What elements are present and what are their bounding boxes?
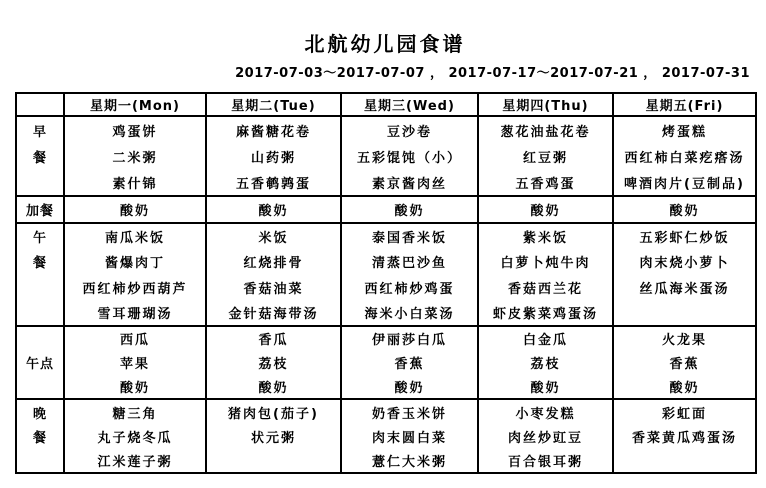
- menu-item: 红豆粥: [522, 150, 568, 166]
- menu-item: 素什锦: [112, 176, 158, 192]
- cell-breakfast-friday: [614, 117, 757, 197]
- cell-breakfast-monday: [65, 117, 207, 197]
- row-label-line: [17, 448, 63, 472]
- row-label-line: 午: [32, 231, 47, 247]
- cell-afternoon-monday: [65, 327, 207, 400]
- meal-row-dinner: [17, 400, 757, 474]
- meal-row-breakfast: [17, 117, 757, 197]
- cell-lunch-monday: [65, 224, 207, 327]
- row-label-line: 加餐: [25, 204, 54, 219]
- menu-item: 红烧排骨: [243, 256, 304, 272]
- row-label-lunch: [17, 224, 65, 327]
- date-range: 2017-07-03～2017-07-07 ， 2017-07-17～2017-07-21 ， 2017-07-31: [235, 66, 750, 81]
- menu-item: 酸奶: [530, 380, 561, 396]
- cell-breakfast-thursday: [479, 117, 614, 197]
- menu-item: 葱花油盐花卷: [500, 124, 591, 140]
- cell-dinner-tuesday: [207, 400, 342, 474]
- menu-item: 伊丽莎白瓜: [371, 333, 447, 349]
- menu-item: 酸奶: [530, 204, 561, 219]
- menu-item: 酸奶: [258, 204, 289, 219]
- header-cell-friday: [614, 94, 757, 117]
- menu-item: 虾皮紫菜鸡蛋汤: [492, 306, 598, 322]
- menu-item: 烤蛋糕: [661, 124, 707, 140]
- cell-breakfast-tuesday: [207, 117, 342, 197]
- header-cell-wednesday: [342, 94, 479, 117]
- menu-item: 酸奶: [669, 204, 700, 219]
- menu-item: 五彩馄饨（小）: [356, 150, 462, 166]
- cell-dinner-thursday: [479, 400, 614, 474]
- menu-item: 西红柿白菜疙瘩汤: [624, 150, 745, 166]
- cell-dinner-monday: [65, 400, 207, 474]
- menu-item: 香蕉: [669, 357, 700, 372]
- menu-item: 酸奶: [394, 380, 425, 396]
- menu-item: 金针菇海带汤: [228, 306, 319, 322]
- menu-item: 江米莲子粥: [97, 454, 173, 470]
- row-label-afternoon-snack: [17, 327, 65, 400]
- cell-snack-wednesday: [342, 197, 479, 224]
- row-label-line: 餐: [32, 256, 47, 272]
- menu-item: 奶香玉米饼: [371, 406, 447, 422]
- row-label-line: [17, 374, 63, 398]
- cell-lunch-wednesday: [342, 224, 479, 327]
- cell-dinner-friday: [614, 400, 757, 474]
- menu-item: 鸡蛋饼: [112, 124, 158, 140]
- meal-row-snack: [17, 197, 757, 224]
- menu-item: 香菜黄瓜鸡蛋汤: [631, 430, 737, 446]
- menu-item: 泰国香米饭: [371, 231, 447, 247]
- menu-item: [207, 448, 340, 472]
- cell-snack-monday: [65, 197, 207, 224]
- cell-snack-thursday: [479, 197, 614, 224]
- row-label-dinner: [17, 400, 65, 474]
- menu-item: 五香鹌鹑蛋: [235, 176, 311, 192]
- header-cell-monday: [65, 94, 207, 117]
- menu-item: 肉丝炒豇豆: [507, 430, 583, 446]
- header-cell-thursday: [479, 94, 614, 117]
- menu-item: 麻酱糖花卷: [235, 124, 311, 140]
- menu-item: 状元粥: [250, 430, 296, 446]
- header-label: 星期一(Mon): [89, 99, 180, 114]
- row-label-line: 餐: [32, 430, 47, 446]
- page-title: 北航幼儿园食谱: [304, 32, 466, 56]
- cell-afternoon-friday: [614, 327, 757, 400]
- menu-item: 香菇油菜: [243, 281, 304, 297]
- cell-lunch-thursday: [479, 224, 614, 327]
- menu-item: [614, 448, 755, 472]
- menu-item: 素京酱肉丝: [371, 176, 447, 192]
- menu-item: 白金瓜: [522, 333, 568, 349]
- menu-item: 酱爆肉丁: [104, 256, 165, 272]
- header-label: 星期四(Thu): [502, 99, 589, 114]
- menu-item: 肉末圆白菜: [371, 430, 447, 446]
- cell-snack-friday: [614, 197, 757, 224]
- menu-item: 香菇西兰花: [507, 281, 583, 297]
- menu-item: 紫米饭: [522, 231, 568, 247]
- meal-row-afternoon-snack: [17, 327, 757, 400]
- menu-item: 百合银耳粥: [507, 454, 583, 470]
- menu-item: 西红柿炒鸡蛋: [364, 281, 455, 297]
- meal-row-lunch: [17, 224, 757, 327]
- row-label-line: [17, 327, 63, 351]
- menu-item: 酸奶: [119, 380, 150, 396]
- menu-item: 酸奶: [258, 380, 289, 396]
- row-label-snack: [17, 197, 65, 224]
- cell-breakfast-wednesday: [342, 117, 479, 197]
- menu-item: 小枣发糕: [515, 406, 576, 422]
- menu-item: 香蕉: [394, 357, 425, 372]
- cell-afternoon-wednesday: [342, 327, 479, 400]
- menu-item: 西红柿炒西葫芦: [82, 281, 188, 297]
- row-label-line: 早: [32, 124, 47, 140]
- menu-item: 薏仁大米粥: [371, 454, 447, 470]
- header-label: 星期三(Wed): [364, 99, 455, 114]
- menu-item: 丸子烧冬瓜: [97, 430, 173, 446]
- menu-table: [15, 92, 757, 474]
- menu-item: 丝瓜海米蛋汤: [639, 281, 730, 297]
- header-label: [17, 94, 63, 115]
- header-cell-empty: [17, 94, 65, 117]
- cell-afternoon-tuesday: [207, 327, 342, 400]
- menu-item: 酸奶: [669, 380, 700, 396]
- cell-lunch-friday: [614, 224, 757, 327]
- header-label: 星期二(Tue): [231, 99, 316, 114]
- menu-item: 酸奶: [119, 204, 150, 219]
- cell-lunch-tuesday: [207, 224, 342, 327]
- row-label-line: [17, 300, 63, 325]
- menu-item: 海米小白菜汤: [364, 306, 455, 322]
- row-label-line: 晚: [32, 406, 47, 422]
- menu-item: 二米粥: [112, 150, 158, 166]
- menu-item: 火龙果: [661, 333, 707, 349]
- cell-afternoon-thursday: [479, 327, 614, 400]
- table-header-row: [17, 94, 757, 117]
- menu-item: 酸奶: [394, 204, 425, 219]
- menu-item: 南瓜米饭: [104, 231, 165, 247]
- menu-item: [614, 300, 755, 325]
- menu-item: 西瓜: [119, 333, 150, 349]
- menu-item: 雪耳珊瑚汤: [97, 306, 173, 322]
- menu-item: 荔枝: [530, 357, 561, 372]
- menu-item: 荔枝: [258, 357, 289, 372]
- header-label: 星期五(Fri): [645, 99, 724, 114]
- menu-item: 五彩虾仁炒饭: [639, 231, 730, 247]
- menu-item: 香瓜: [258, 333, 289, 349]
- menu-item: 山药粥: [250, 150, 296, 166]
- cell-snack-tuesday: [207, 197, 342, 224]
- menu-item: 啤酒肉片(豆制品): [624, 176, 745, 192]
- row-label-line: 餐: [32, 150, 47, 166]
- menu-item: 苹果: [119, 357, 150, 372]
- menu-item: 米饭: [258, 231, 289, 247]
- menu-item: 彩虹面: [661, 406, 707, 422]
- menu-item: 糖三角: [112, 406, 158, 422]
- row-label-breakfast: [17, 117, 65, 197]
- header-cell-tuesday: [207, 94, 342, 117]
- row-label-line: [17, 169, 63, 195]
- menu-item: 五香鸡蛋: [515, 176, 576, 192]
- row-label-line: [17, 275, 63, 300]
- cell-dinner-wednesday: [342, 400, 479, 474]
- row-label-line: 午点: [25, 357, 54, 372]
- menu-item: 肉末烧小萝卜: [639, 256, 730, 272]
- menu-item: 豆沙卷: [386, 124, 432, 140]
- menu-item: 猪肉包(茄子): [228, 406, 319, 422]
- menu-item: 白萝卜炖牛肉: [500, 256, 591, 272]
- menu-item: 清蒸巴沙鱼: [371, 256, 447, 272]
